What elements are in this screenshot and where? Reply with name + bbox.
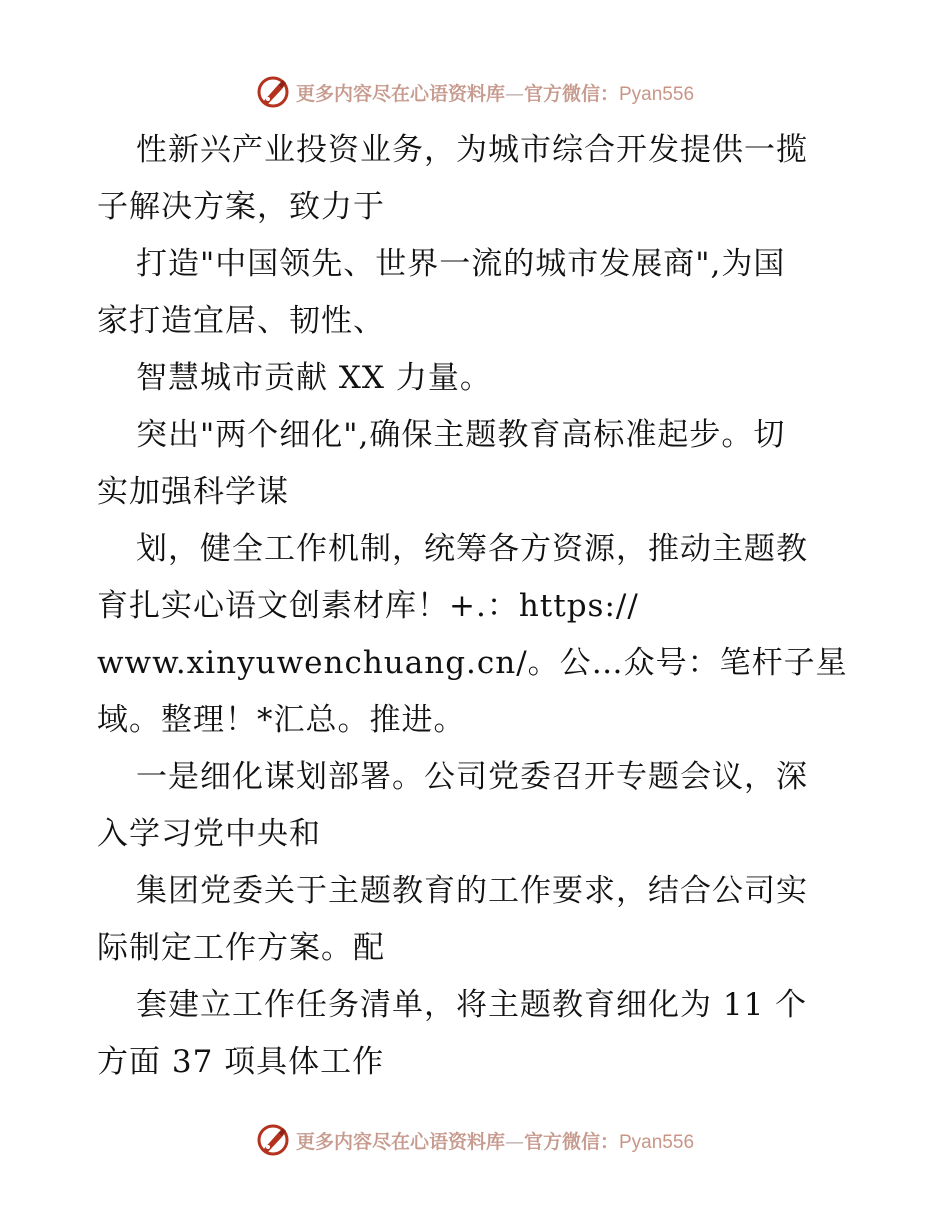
text-line: 育扎实心语文创素材库！+.：https://	[97, 588, 639, 624]
text-line: 家打造宜居、韧性、	[97, 303, 385, 339]
banner-text	[296, 79, 694, 106]
text-line: 智慧城市贡献 XX 力量。	[136, 360, 492, 396]
text-line: 突出"两个细化",确保主题教育高标准起步。切	[136, 417, 786, 453]
text-line: 一是细化谋划部署。公司党委召开专题会议，深	[136, 759, 808, 795]
text-line: 划，健全工作机制，统筹各方资源，推动主题教	[136, 531, 808, 567]
header-banner	[0, 72, 950, 112]
text-line: 入学习党中央和	[97, 816, 321, 852]
text-line: 集团党委关于主题教育的工作要求，结合公司实	[136, 873, 808, 909]
text-line: 方面 37 项具体工作	[97, 1044, 385, 1080]
text-line: 实加强科学谋	[97, 474, 289, 510]
footer-banner	[0, 1120, 950, 1160]
text-line: www.xinyuwenchuang.cn/。公…众号：笔杆子星	[97, 645, 848, 681]
pen-logo-icon	[256, 1123, 290, 1157]
banner-wechat-label: 官方微信：	[523, 82, 619, 105]
text-line: 子解决方案，致力于	[97, 189, 385, 225]
text-line: 域。整理！*汇总。推进。	[97, 702, 466, 738]
banner-wechat-label: 官方微信：	[523, 1130, 619, 1153]
document-body	[97, 122, 867, 1091]
banner-wechat-id: Pyan556	[619, 83, 695, 105]
banner-text	[296, 1127, 694, 1154]
text-line: 打造"中国领先、世界一流的城市发展商",为国	[136, 246, 786, 282]
banner-wechat-id: Pyan556	[619, 1131, 695, 1153]
banner-brand-text: 更多内容尽在心语资料库	[295, 1130, 505, 1153]
banner-brand-text: 更多内容尽在心语资料库	[295, 82, 505, 105]
banner-separator: —	[504, 1130, 524, 1153]
text-line: 套建立工作任务清单，将主题教育细化为 11 个	[136, 987, 808, 1023]
text-line: 际制定工作方案。配	[97, 930, 385, 966]
text-line: 性新兴产业投资业务，为城市综合开发提供一揽	[136, 132, 808, 168]
banner-separator: —	[504, 82, 524, 105]
pen-logo-icon	[256, 75, 290, 109]
